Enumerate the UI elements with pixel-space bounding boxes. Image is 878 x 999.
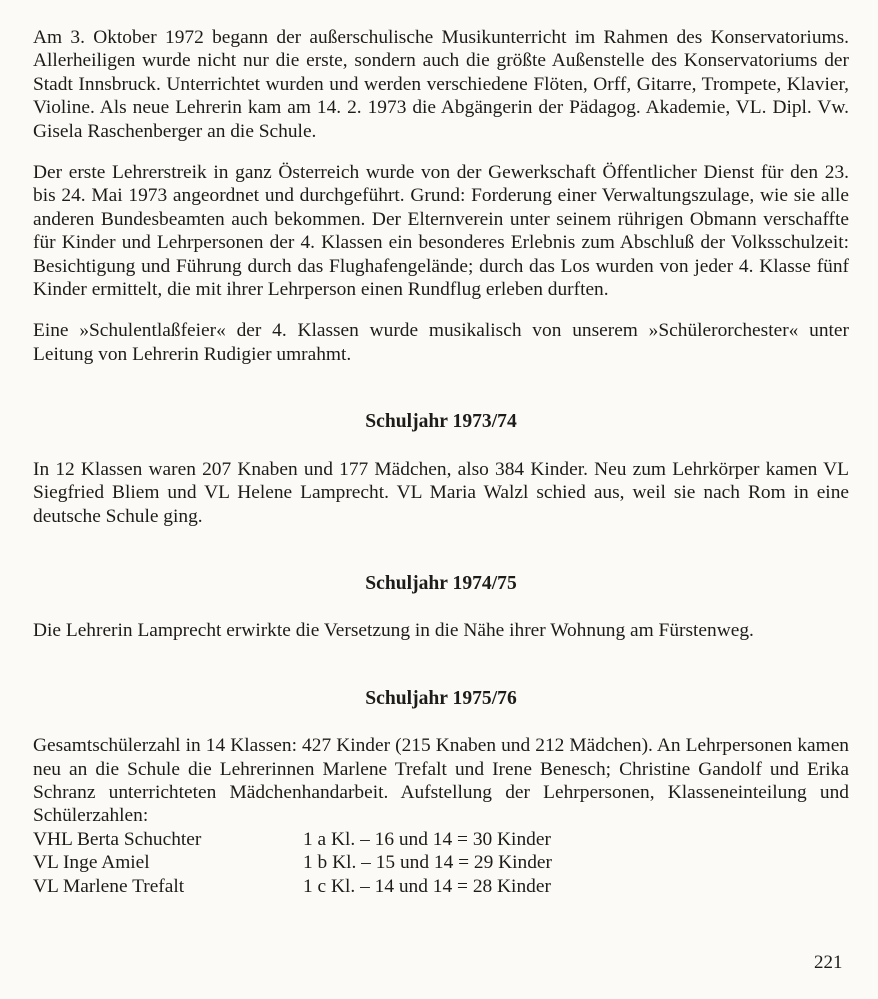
teacher-name: VL Inge Amiel — [33, 852, 150, 874]
class-detail: 1 c Kl. – 14 und 14 = 28 Kinder — [303, 875, 551, 897]
section-heading-1973: Schuljahr 1973/74 — [365, 411, 517, 433]
roster-row — [33, 875, 849, 898]
paragraph-konservatorium: Am 3. Oktober 1972 begann der außerschulische Musikunterricht im Rahmen des Konservatoriums. Allerheiligen wurde nicht nur die erste, sondern auch die größte Außenstelle des Konservatoriums der Stadt Innsbruck. Unterrichtet wurden und werden verschiedene Flöten, Orff, Gitarre, Trompete, Klavier, Violine. Als neue Lehrerin kam am 14. 2. 1973 die Abgängerin der Pädagog. Akademie, VL. Dipl. Vw. Gisela Raschenberger an die Schule. — [33, 27, 849, 142]
class-detail: 1 a Kl. – 16 und 14 = 30 Kinder — [303, 828, 551, 850]
paragraph-1974: Die Lehrerin Lamprecht erwirkte die Versetzung in die Nähe ihrer Wohnung am Fürstenweg. — [33, 620, 754, 642]
section-heading-1974: Schuljahr 1974/75 — [365, 572, 517, 594]
page-content — [33, 26, 849, 898]
page-number: 221 — [814, 952, 843, 973]
teacher-name: VL Marlene Trefalt — [33, 875, 185, 897]
roster-row — [33, 828, 849, 851]
paragraph-1975: Gesamtschülerzahl in 14 Klassen: 427 Kinder (215 Knaben und 212 Mädchen). An Lehrpersonen kamen neu an die Schule die Lehrerinnen Marlene Trefalt und Irene Benesch; Christine Gandolf und Erika Schranz unterrichteten Mädchenhandarbeit. Aufstellung der Lehrpersonen, Klasseneinteilung und Schülerzahlen: — [33, 735, 849, 827]
teacher-roster — [33, 828, 849, 898]
paragraph-schulentlassfeier: Eine »Schulentlaßfeier« der 4. Klassen wurde musikalisch von unserem »Schülerorchester« unter Leitung von Lehrerin Rudigier umrahmt. — [33, 320, 849, 365]
roster-row — [33, 851, 849, 874]
paragraph-1973: In 12 Klassen waren 207 Knaben und 177 Mädchen, also 384 Kinder. Neu zum Lehrkörper kamen VL Siegfried Bliem und VL Helene Lamprecht. VL Maria Walzl schied aus, weil sie nach Rom in eine deutsche Schule ging. — [33, 458, 849, 527]
class-detail: 1 b Kl. – 15 und 14 = 29 Kinder — [303, 852, 552, 874]
section-heading-1975: Schuljahr 1975/76 — [365, 687, 517, 709]
paragraph-lehrerstreik: Der erste Lehrerstreik in ganz Österreich wurde von der Gewerkschaft Öffentlicher Dienst für den 23. bis 24. Mai 1973 angeordnet und durchgeführt. Grund: Forderung einer Verwaltungszulage, wie sie alle anderen Bundesbeamten auch bekommen. Der Elternverein unter seinem rührigen Obmann verschaffte für Kinder und Lehrpersonen der 4. Klassen ein besonderes Erlebnis zum Abschluß der Volksschulzeit: Besichtigung und Führung durch das Flughafengelände; durch das Los wurden von jeder 4. Klasse fünf Kinder ermittelt, die mit ihrer Lehrperson einen Rundflug erleben durften. — [33, 162, 849, 301]
teacher-name: VHL Berta Schuchter — [33, 828, 202, 850]
